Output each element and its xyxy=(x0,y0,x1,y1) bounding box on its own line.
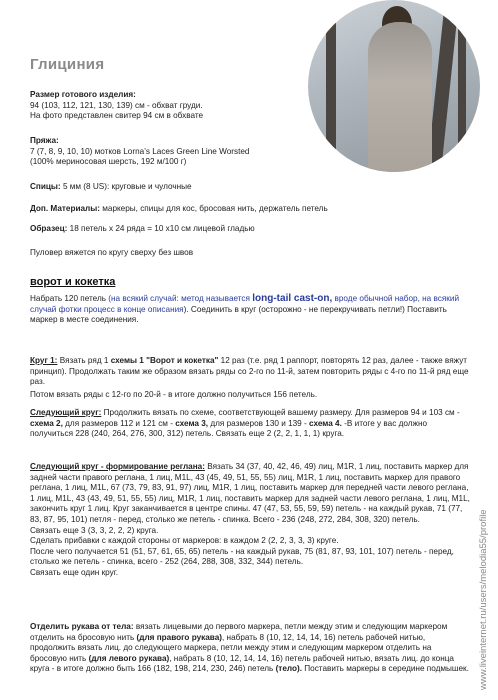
round3-paragraph xyxy=(30,462,470,579)
size-line-1: 94 (103, 112, 121, 130, 139) см - обхват груди. xyxy=(30,100,203,110)
round1-text-3: Потом вязать ряды с 12-го по 20-й - в итоге должно получиться 156 петель. xyxy=(30,389,318,399)
intro-note-1: (на всякий случай: метод называется xyxy=(108,294,250,303)
needles-row xyxy=(30,182,192,193)
intro-note-2: вроде обычной набор, на всякий случай фотки процесс в конце описания xyxy=(30,294,460,314)
yarn-label: Пряжа: xyxy=(30,136,59,145)
size-block xyxy=(30,90,203,122)
gauge-value: 18 петель x 24 ряда = 10 x10 см лицевой гладью xyxy=(69,224,255,233)
round2-schema-2: схема 2, xyxy=(30,418,63,428)
round1-text-2: 12 раз (т.е. ряд 1 раппорт, повторять 12 раз, далее - также вяжут принцип). Продолжать таким же образом вязать ряды со 2-го по 11-й, затем повторить ряды с 4-го по 11-й ряд еще раз. xyxy=(30,356,469,387)
round2-paragraph xyxy=(30,408,470,440)
size-label: Размер готового изделия: xyxy=(30,90,136,99)
size-line-2: На фото представлен свитер 94 см в обхвате xyxy=(30,111,204,121)
section-title: ворот и кокетка xyxy=(30,276,116,288)
round2-text-1: Продолжить вязать по схеме, соответствующей вашему размеру. Для размеров 94 и 103 см - xyxy=(103,408,460,417)
round1-paragraph xyxy=(30,356,470,400)
sleeves-left: (для левого рукава) xyxy=(88,653,170,663)
model-photo xyxy=(308,0,480,172)
sleeves-body: (тело). xyxy=(275,664,302,674)
sleeves-label: Отделить рукава от тела: xyxy=(30,622,134,631)
yarn-line-1: 7 (7, 8, 9, 10, 10) мотков Lorna’s Laces Green Line Worsted xyxy=(30,146,250,156)
round3-label: Следующий круг - формирование реглана: xyxy=(30,462,205,471)
round3-repeat: Связать еще 3 (3, 3, 2, 2, 2) круга. xyxy=(30,525,159,535)
construction-note: Пуловер вяжется по кругу сверху без швов xyxy=(30,248,194,257)
round1-label: Круг 1: xyxy=(30,356,58,365)
sleeves-paragraph xyxy=(30,622,470,675)
sleeves-text-4: Поставить маркеры в середине подмышек. xyxy=(304,664,469,674)
round1-text-1: Вязать ряд 1 xyxy=(59,356,109,365)
sleeves-right: (для правого рукава) xyxy=(136,632,222,642)
round3-increases: Сделать прибавки с каждой стороны от маркеров: в каждом 2 (2, 2, 3, 3, 3) круге. xyxy=(30,536,339,546)
sleeves-text-1: вязать лицевыми до первого маркера, петли между этим и следующим маркером отделить на бросовую нить xyxy=(30,622,448,642)
intro-paragraph xyxy=(30,294,470,326)
needles-label: Спицы: xyxy=(30,182,61,191)
intro-text-1: Набрать 120 петель xyxy=(30,294,107,303)
materials-row xyxy=(30,204,328,215)
round3-text: Вязать 34 (37, 40, 42, 46, 49) лиц, M1R, 1 лиц, поставить маркер для задней части правого реглана, 1 лиц, M1L, 43 (45, 49, 51, 55, 55) лиц, M1R, 1 лиц, поставить маркер для правого реглана, 1 лиц, M1L, 67 (73, 79, 83, 91, 97) лиц, M1R, 1 лиц, поставить маркер для передней части левого реглана, 1 лиц, M1L, 43 (43, 49, 51, 55, 55) лиц, M1R, 1 лиц, поставить маркер для задней части левого реглана, 1 лиц, M1L, закончить круг 1 лиц. Круг заканчивается в центре спины. 47 (47, 53, 55, 59, 59) петель - на каждый рукав, 71 (77, 83, 87, 95, 101) петля - перед, столько же петель - спинка. Всего - 236 (248, 272, 284, 308, 320) петель. xyxy=(30,462,470,524)
materials-label: Доп. Материалы: xyxy=(30,204,100,213)
pattern-title: Глициния xyxy=(30,56,105,73)
round1-schema: схемы 1 "Ворот и кокетка" xyxy=(110,356,219,365)
round2-text-2: для размеров 112 и 121 см - xyxy=(65,418,173,428)
gauge-label: Образец: xyxy=(30,224,68,233)
round2-text-4: -В итоге у вас должно получиться 228 (240, 264, 276, 300, 312) петель. Связать еще 2 (2, 2, 1, 1, 1) круга. xyxy=(30,418,428,439)
round3-one-more: Связать еще один круг. xyxy=(30,567,118,577)
round2-text-3: для размеров 130 и 139 - xyxy=(210,418,307,428)
watermark-url: www.liveinternet.ru/users/melodia55/profile xyxy=(478,509,489,690)
round3-after: После чего получается 51 (51, 57, 61, 65, 65) петель - на каждый рукав, 75 (81, 87, 93, 101, 107) петель - перед, столько же петель - спинка, всего - 252 (264, 288, 308, 332, 344) петель. xyxy=(30,546,454,567)
sleeves-text-2: , набрать 8 (10, 12, 14, 14, 16) петель рабочей нитью, продолжить вязать лиц. до следующего маркера, петли между этим и следующим маркером отделить на бросовую нить xyxy=(30,632,432,663)
needles-value: 5 мм (8 US): круговые и чулочные xyxy=(62,182,192,191)
gauge-row xyxy=(30,224,255,235)
round2-label: Следующий круг: xyxy=(30,408,102,417)
sleeves-text-3: , набрать 8 (10, 12, 14, 14, 16) петель рабочей нитью, вязать лиц. до конца круга - в итоге должно быть 166 (182, 198, 214, 230, 246) петель xyxy=(30,653,454,674)
yarn-line-2: (100% мериносовая шерсть, 192 м/100 г) xyxy=(30,157,187,167)
cast-on-method: long-tail cast-on, xyxy=(252,293,333,304)
yarn-block xyxy=(30,136,249,168)
materials-value: маркеры, спицы для кос, бросовая нить, держатель петель xyxy=(102,204,328,213)
round2-schema-4: схема 4. xyxy=(309,418,342,428)
intro-text-2: ). Соединить в круг (осторожно - не перекручивать петли!) Поставить маркер в месте соединения. xyxy=(30,304,447,325)
round2-schema-3: схема 3, xyxy=(175,418,209,428)
